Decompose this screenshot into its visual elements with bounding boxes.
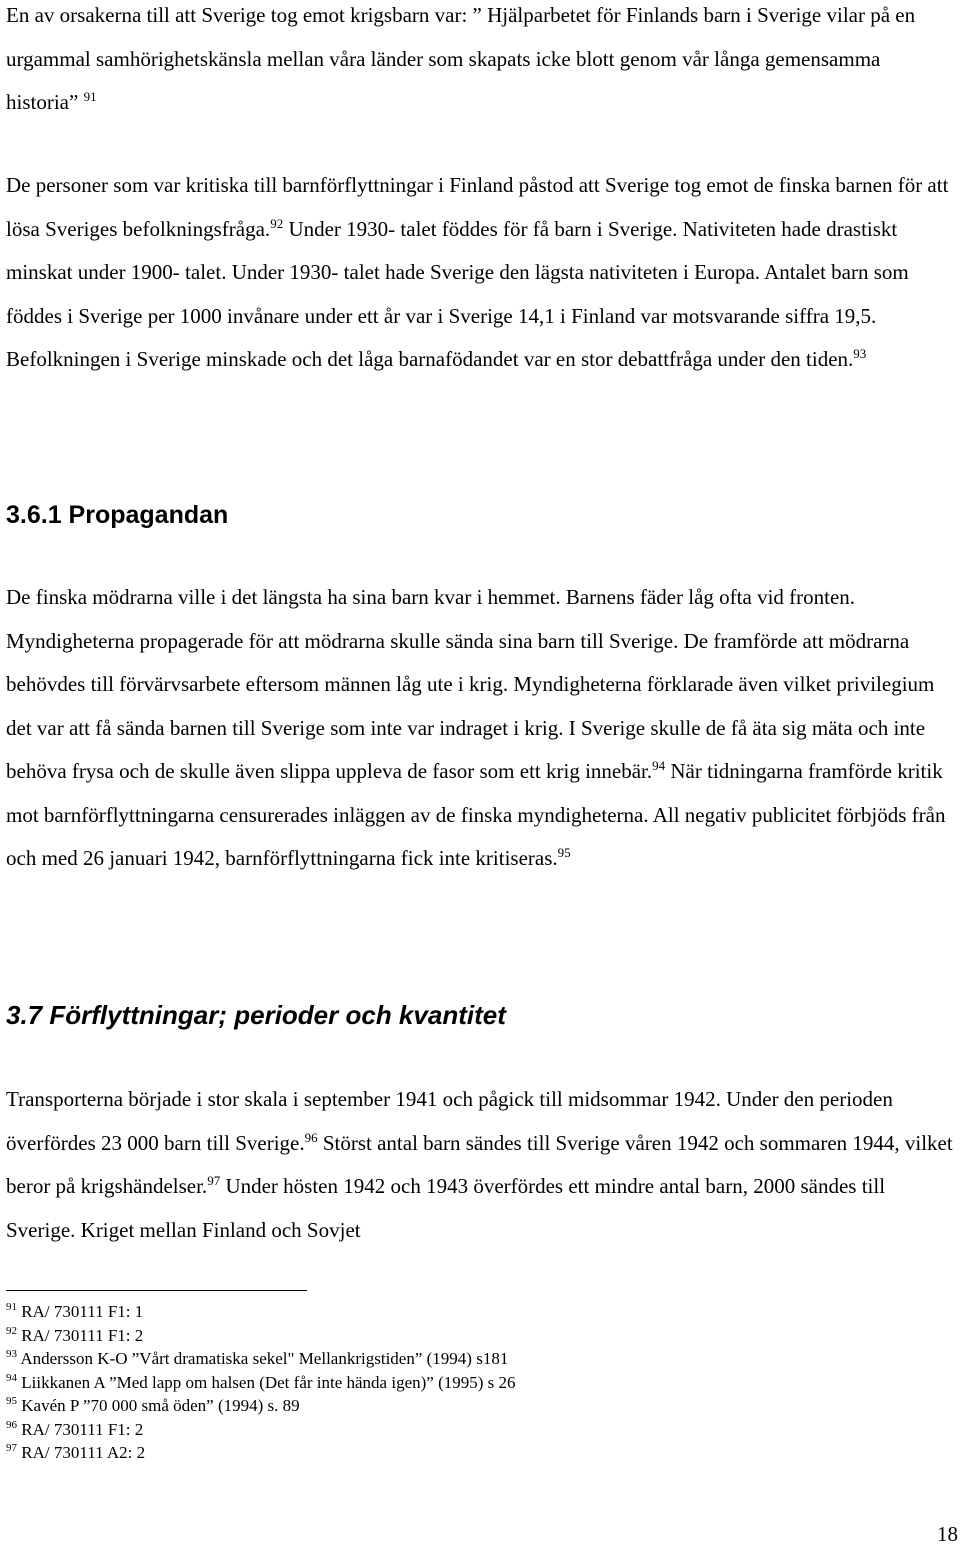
paragraph-text: Transporterna började i stor skala i september 1941 och pågick till midsommar 1942. Under den perioden överfördes 23 000 barn till Sverige.: [6, 1087, 893, 1155]
paragraph-text: De finska mödrarna ville i det längsta ha sina barn kvar i hemmet. Barnens fäder låg ofta vid fronten. Myndigheterna propagerade för att mödrarna skulle sända sina barn till Sverige. De framförde att mödrarna behövdes till förvärvsarbete eftersom männen låg ute i krig. Myndigheterna förklarade även vilket privilegium det var att få sända barnen till Sverige som inte var indraget i krig. I Sverige skulle de få äta sig mäta och inte behöva frysa och de skulle även slippa uppleva de fasor som ett krig innebär.: [6, 585, 935, 783]
footnotes-list: [6, 1300, 516, 1465]
footnote-number: 97: [6, 1442, 17, 1454]
footnote-number: 96: [6, 1418, 17, 1431]
footnote-item: [6, 1371, 516, 1395]
paragraph-propaganda: [6, 576, 954, 881]
footnote-text: Andersson K-O ”Vårt dramatiska sekel" Mellankrigstiden” (1994) s181: [20, 1349, 509, 1368]
footnote-item: [6, 1300, 516, 1324]
footnote-item: [6, 1441, 516, 1465]
footnote-ref[interactable]: 91: [83, 89, 97, 104]
footnote-item: [6, 1347, 516, 1371]
footnote-ref[interactable]: 95: [557, 845, 571, 860]
footnote-separator: [6, 1290, 307, 1291]
paragraph-population: [6, 164, 954, 382]
paragraph-transports: [6, 1078, 954, 1252]
footnote-number: 95: [6, 1395, 17, 1407]
footnote-ref[interactable]: 93: [853, 346, 867, 361]
paragraph-text: En av orsakerna till att Sverige tog emot krigsbarn var: ” Hjälparbetet för Finlands barn i Sverige vilar på en urgammal samhörighetskänsla mellan våra länder som skapats icke blott genom vår långa gemensamma historia”: [6, 3, 916, 114]
footnote-ref[interactable]: 97: [207, 1173, 221, 1188]
footnote-ref[interactable]: 92: [270, 215, 284, 231]
footnote-text: RA/ 730111 F1: 1: [21, 1302, 144, 1321]
footnote-number: 91: [6, 1301, 17, 1313]
paragraph-text: De personer som var kritiska till barnförflyttningar i Finland påstod att Sverige tog emot de finska barnen för att lösa Sveriges befolkningsfråga.: [6, 173, 949, 241]
footnote-ref[interactable]: 96: [304, 1129, 318, 1145]
footnote-text: Kavén P ”70 000 små öden” (1994) s. 89: [21, 1396, 300, 1415]
paragraph-intro: [6, 0, 954, 125]
footnote-item: [6, 1394, 516, 1418]
paragraph-text: Störst antal barn sändes till Sverige våren 1942 och sommaren 1944, vilket beror på krigshändelser.: [6, 1130, 953, 1198]
footnote-text: RA/ 730111 F1: 2: [21, 1419, 144, 1439]
footnote-number: 92: [6, 1324, 17, 1337]
paragraph-text: När tidningarna framförde kritik mot barnförflyttningarna censurerades inläggen av de finska myndigheterna. All negativ publicitet förbjöds från och med 26 januari 1942, barnförflyttningarna fick inte kritiseras.: [6, 759, 946, 870]
footnote-number: 94: [6, 1371, 17, 1384]
footnote-text: Liikkanen A ”Med lapp om halsen (Det får inte hända igen)” (1995) s 26: [21, 1372, 516, 1392]
paragraph-text: Under hösten 1942 och 1943 överfördes ett mindre antal barn, 2000 sändes till Sverige. Kriget mellan Finland och Sovjet: [6, 1174, 886, 1242]
page-number: 18: [937, 1522, 958, 1546]
footnote-item: [6, 1418, 516, 1442]
footnote-text: RA/ 730111 A2: 2: [21, 1443, 146, 1462]
footnote-number: 93: [6, 1348, 17, 1360]
footnote-item: [6, 1324, 516, 1348]
footnote-ref[interactable]: 94: [652, 758, 666, 773]
section-heading-forflyttningar: 3.7 Förflyttningar; perioder och kvantitet: [6, 1000, 506, 1030]
section-heading-propagandan: 3.6.1 Propagandan: [6, 501, 229, 529]
footnote-text: RA/ 730111 F1: 2: [21, 1325, 144, 1345]
paragraph-text: Under 1930- talet föddes för få barn i Sverige. Nativiteten hade drastiskt minskat under 1900- talet. Under 1930- talet hade Sverige den lägsta nativiteten i Europa. Antalet barn som föddes i Sverige per 1000 invånare under ett år var i Sverige 14,1 i Finland var motsvarande siffra 19,5. Befolkningen i Sverige minskade och det låga barnafödandet var en stor debattfråga under den tiden.: [6, 216, 909, 371]
